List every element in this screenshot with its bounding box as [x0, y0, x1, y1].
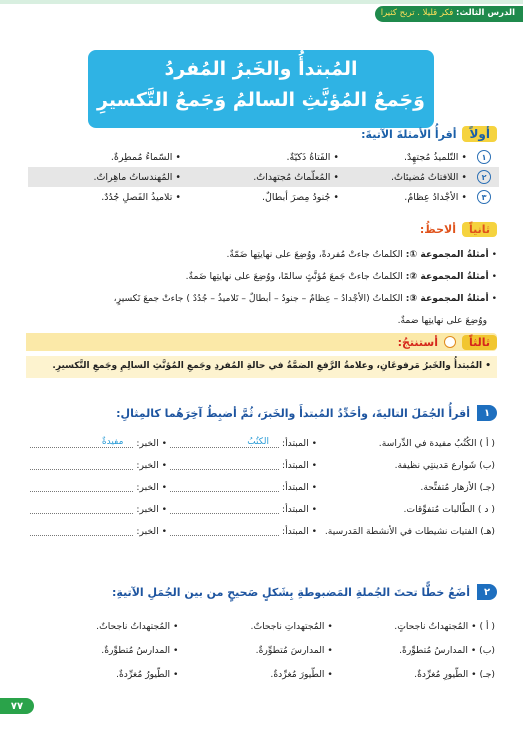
- choice-label: ( أ ): [479, 620, 495, 632]
- example-item: • الأجْدادُ عِظامٌ.: [339, 192, 467, 203]
- khabar-field: [27, 482, 167, 493]
- choice-option[interactable]: • المُجتهداتِ ناجحاتٌ.: [178, 621, 332, 632]
- exercise-row: [24, 476, 495, 498]
- khabar-label: • الخبر:: [136, 482, 167, 493]
- mubtada-label: • المبتدأ:: [282, 526, 317, 537]
- choice-option[interactable]: • الطّيورُ مُغرِّدةٌ.: [24, 669, 178, 680]
- choice-option[interactable]: ( أ ) • المُجتهداتُ ناجحاتٍ.: [394, 620, 495, 632]
- mubtada-blank[interactable]: [170, 460, 279, 470]
- khabar-label: • الخبر:: [136, 504, 167, 515]
- notes-list: [26, 244, 497, 332]
- mubtada-field: [167, 504, 317, 515]
- conclusion-text: • المُبتدأُ والخَبرُ مَرفوعَانِ، وعلامةُ الرَّفعِ الضمَّةُ في حالةِ المُفردِ وجَمعِ المُؤنَّثِ السالِمِ وجَمعِ التَّكسيرِ.: [26, 356, 497, 378]
- khabar-field: [27, 438, 167, 449]
- group-number: ١: [477, 150, 491, 164]
- mubtada-blank[interactable]: [170, 526, 279, 536]
- choice-label: (ب): [479, 644, 495, 656]
- mubtada-field: [167, 526, 317, 537]
- choice-option[interactable]: (جـ) • الطّيورِ مُغرِّدةٌ.: [414, 668, 495, 680]
- example-row: [28, 167, 499, 187]
- section-notice-heading: ألاحظُ:: [419, 223, 456, 236]
- khabar-label: • الخبر:: [136, 438, 167, 449]
- choice-option[interactable]: • المدارسُ مُتطوِّرةٌ.: [24, 645, 178, 656]
- section-badge-first: أولاً: [462, 126, 497, 142]
- note-text: الكلماتُ جاءتْ جَمعَ مُؤنَّثٍ سالمًا، ووُضِعَ على نهايتِها ضَمةٌ.: [185, 271, 406, 282]
- question-2-rows: [24, 614, 495, 686]
- question-2-heading: أضَعُ خطًّا تحتَ الجُملةِ المَضبوطةِ بِشَكلٍ صَحيحٍ من بين الجُمَلِ الآتيةِ:: [112, 585, 470, 599]
- example-item: • التّلميذُ مُجتهِدٌ.: [339, 152, 467, 163]
- section-read-heading: أقرأُ الأمثلةَ الآتيةَ:: [361, 127, 457, 141]
- khabar-label: • الخبر:: [136, 526, 167, 537]
- choice-option[interactable]: • المدارسَ مُتطوِّرةٌ.: [178, 645, 332, 656]
- note-group-label: أمثلةُ المجموعة ③:: [405, 293, 489, 304]
- question-1-header: [116, 405, 497, 421]
- question-1-rows: [24, 432, 495, 542]
- lesson-subtitle: فكر قليلا . تربح كثيرا: [380, 8, 457, 18]
- khabar-blank[interactable]: [30, 438, 133, 448]
- example-row: [28, 187, 499, 207]
- section-notice-header: [420, 222, 497, 237]
- choice-option[interactable]: (ب) • المدارسُ مُتطوِّرةً.: [399, 644, 495, 656]
- page-number: ٧٧: [0, 698, 34, 714]
- choice-option[interactable]: • الطّيورَ مُغرِّدةٌ.: [178, 669, 332, 680]
- example-item: • المُهندساتُ ماهِراتٌ.: [38, 172, 181, 183]
- example-item: • تلاميذُ الفَصلِ جُدُدٌ.: [38, 192, 181, 203]
- mubtada-label: • المبتدأ:: [282, 504, 317, 515]
- group-number: ٢: [477, 170, 491, 184]
- question-1-heading: أقرأُ الجُمَلَ التاليةَ، وأحَدِّدُ المُبتدأَ والخَبرَ، ثُمَّ أضبِطُ آخِرَهُما كالمِثالِ:: [116, 406, 470, 420]
- choice-option[interactable]: • المُجتهداتُ ناجحاتٌ.: [24, 621, 178, 632]
- examples-table: [28, 147, 499, 207]
- mubtada-field: [167, 482, 317, 493]
- mubtada-field: [167, 460, 317, 471]
- section-badge-second: ثانياً: [462, 222, 497, 237]
- khabar-field: [27, 504, 167, 515]
- note-continuation: ووُضِعَ على نهايتِها ضمةٌ.: [397, 315, 487, 326]
- khabar-blank[interactable]: [30, 482, 133, 492]
- exercise-row: [24, 454, 495, 476]
- exercise-row: [24, 498, 495, 520]
- mubtada-blank[interactable]: [170, 504, 279, 514]
- khabar-field: [27, 460, 167, 471]
- exercise-row: [24, 520, 495, 542]
- choice-text: المدارسُ مُتطوِّرةً.: [399, 644, 468, 656]
- mubtada-label: • المبتدأ:: [282, 438, 317, 449]
- exercise-sentence: (ب) شَوارع مَدينتِي نظيفة.: [394, 459, 495, 471]
- exercise-sentence: ( أ ) الكُتُبُ مفيدة في الدِّراسة.: [378, 437, 495, 449]
- example-item: • السّماءُ مُمطِرةٌ.: [38, 152, 181, 163]
- lesson-title: [88, 50, 434, 128]
- example-item: • المُعلّماتُ مُجتهداتٌ.: [181, 172, 339, 183]
- note-group-label: أمثلةُ المجموعة ②:: [405, 271, 489, 282]
- question-number: ١: [477, 405, 497, 421]
- mubtada-blank[interactable]: [170, 482, 279, 492]
- mubtada-label: • المبتدأ:: [282, 460, 317, 471]
- khabar-blank[interactable]: [30, 460, 133, 470]
- note-item: [26, 288, 497, 310]
- example-item: • الفَتاةُ ذَكيّةٌ.: [181, 152, 339, 163]
- example-item: • اللافتاتُ مُضيئاتٌ.: [339, 172, 467, 183]
- note-item: [26, 244, 497, 266]
- example-item: • جُنودُ مِصرَ أبطالٌ.: [181, 192, 339, 203]
- note-text: الكلماتُ (الأجْدادُ – عِظامٌ – جنودُ – أبطالٌ – تَلاميذُ – جُدُدٌ ) جاءتْ جمعَ تَكسيرٍ،: [113, 293, 406, 304]
- choice-text: المُجتهداتُ ناجحاتٍ.: [394, 620, 469, 632]
- choice-row: [24, 614, 495, 638]
- mubtada-blank[interactable]: [170, 438, 279, 448]
- choice-row: [24, 638, 495, 662]
- question-2-header: [112, 584, 497, 600]
- exercise-sentence: (جـ) الأزهار مُتفتِّحة.: [420, 481, 495, 493]
- example-row: [28, 147, 499, 167]
- exercise-sentence: (هـ) الفتيات نشيطات في الأنشطة المَدرسية.: [324, 525, 495, 537]
- khabar-blank[interactable]: [30, 504, 133, 514]
- khabar-blank[interactable]: [30, 526, 133, 536]
- note-item: [26, 266, 497, 288]
- lesson-tag: [375, 6, 523, 22]
- section-read-header: [361, 126, 497, 142]
- choice-row: [24, 662, 495, 686]
- group-number: ٣: [477, 190, 491, 204]
- note-text: الكلماتُ جاءتْ مُفردةً، ووُضِعَ على نهايتِها ضَمّةٌ.: [226, 249, 406, 260]
- note-group-label: أمثلةُ المجموعة ①:: [405, 249, 489, 260]
- mubtada-label: • المبتدأ:: [282, 482, 317, 493]
- title-line-1: المُبتدأُ والخَبرُ المُفردُ: [164, 58, 358, 80]
- lesson-label: الدرس الثالث:: [456, 8, 515, 18]
- section-conclude-header: [26, 333, 497, 351]
- choice-label: (جـ): [479, 668, 495, 680]
- khabar-label: • الخبر:: [136, 460, 167, 471]
- khabar-answer: مفيدةٌ: [101, 437, 124, 447]
- section-badge-third: ثالثاً: [462, 335, 497, 350]
- clock-icon: [444, 336, 456, 348]
- title-line-2: وَجَمعُ المُؤنَّثِ السالمُ وَجَمعُ التَّكسيرِ: [97, 89, 425, 111]
- exercise-sentence: ( د ) الطّالبات مُتفوِّقات.: [403, 503, 495, 515]
- question-number: ٢: [477, 584, 497, 600]
- exercise-row: [24, 432, 495, 454]
- mubtada-answer: الكتُبُ: [247, 437, 269, 447]
- khabar-field: [27, 526, 167, 537]
- choice-text: الطّيورِ مُغرِّدةٌ.: [414, 668, 469, 680]
- mubtada-field: [167, 438, 317, 449]
- top-band: [0, 0, 523, 4]
- section-conclude-heading: أستنتجُ:: [397, 335, 438, 349]
